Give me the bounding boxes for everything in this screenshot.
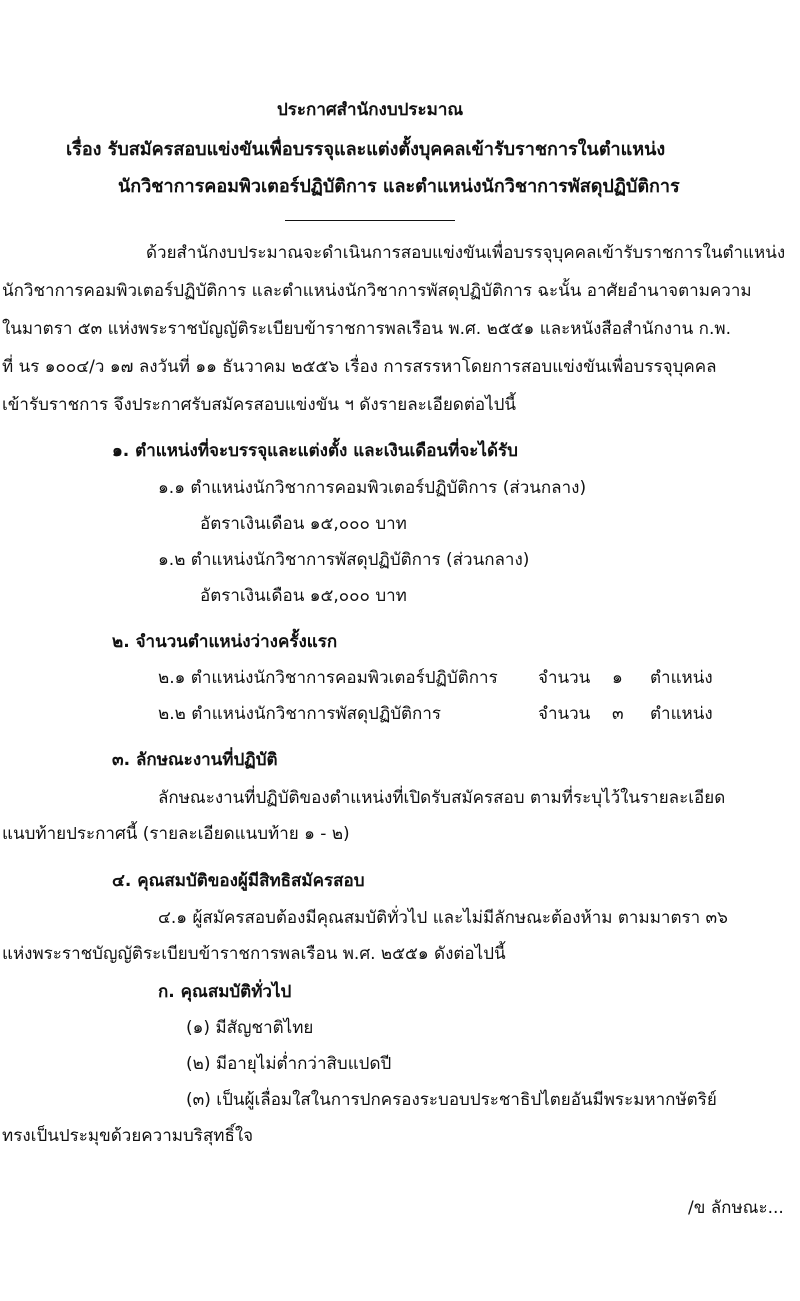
vacancy-row-position: ๒.๒ ตำแหน่งนักวิชาการพัสดุปฏิบัติการ — [158, 704, 442, 724]
vacancy-row-label: จำนวน — [538, 668, 591, 688]
section4-para-line2: แห่งพระราชบัญญัติระเบียบข้าราชการพลเรือน พ.ศ. ๒๕๕๑ ดังต่อไปนี้ — [2, 944, 506, 964]
announcement-subject-line1: เรื่อง รับสมัครสอบแข่งขันเพื่อบรรจุและแต่งตั้งบุคคลเข้ารับราชการในตำแหน่ง — [66, 139, 666, 160]
vacancy-row-unit: ตำแหน่ง — [650, 704, 713, 724]
title-divider — [285, 220, 455, 221]
vacancy-row-count: ๑ — [612, 668, 623, 688]
vacancy-row-label: จำนวน — [538, 704, 591, 724]
section3-text-line1: ลักษณะงานที่ปฏิบัติของตำแหน่งที่เปิดรับสมัครสอบ ตามที่ระบุไว้ในรายละเอียด — [158, 788, 726, 808]
announcement-title: ประกาศสำนักงบประมาณ — [277, 100, 464, 120]
section1-item2-title: ๑.๒ ตำแหน่งนักวิชาการพัสดุปฏิบัติการ (ส่วนกลาง) — [158, 550, 530, 570]
qualification-item: (๑) มีสัญชาติไทย — [186, 1018, 314, 1038]
intro-line: ด้วยสำนักงบประมาณจะดำเนินการสอบแข่งขันเพื่อบรรจุบุคคลเข้ารับราชการในตำแหน่ง — [146, 243, 786, 263]
section4-heading: ๔. คุณสมบัติของผู้มีสิทธิสมัครสอบ — [112, 871, 365, 891]
intro-line: นักวิชาการคอมพิวเตอร์ปฏิบัติการ และตำแหน่งนักวิชาการพัสดุปฏิบัติการ ฉะนั้น อาศัยอำนาจตามความ — [2, 281, 752, 301]
intro-line: ที่ นร ๑๐๐๔/ว ๑๗ ลงวันที่ ๑๑ ธันวาคม ๒๕๕๖ เรื่อง การสรรหาโดยการสอบแข่งขันเพื่อบรรจุบุคคล — [2, 357, 717, 377]
section1-item1-salary: อัตราเงินเดือน ๑๕,๐๐๐ บาท — [200, 514, 407, 534]
intro-line: เข้ารับราชการ จึงประกาศรับสมัครสอบแข่งขัน ฯ ดังรายละเอียดต่อไปนี้ — [2, 395, 517, 415]
section4-para-line1: ๔.๑ ผู้สมัครสอบต้องมีคุณสมบัติทั่วไป และไม่มีลักษณะต้องห้าม ตามมาตรา ๓๖ — [158, 908, 728, 928]
qualification-item: (๓) เป็นผู้เลื่อมใสในการปกครองระบอบประชาธิปไตยอันมีพระมหากษัตริย์ — [186, 1090, 717, 1110]
vacancy-row-unit: ตำแหน่ง — [650, 668, 713, 688]
announcement-subject-line2: นักวิชาการคอมพิวเตอร์ปฏิบัติการ และตำแหน่งนักวิชาการพัสดุปฏิบัติการ — [118, 176, 680, 197]
section2-heading: ๒. จำนวนตำแหน่งว่างครั้งแรก — [112, 632, 338, 652]
section4-subheading: ก. คุณสมบัติทั่วไป — [158, 982, 292, 1002]
section1-item2-salary: อัตราเงินเดือน ๑๕,๐๐๐ บาท — [200, 586, 407, 606]
vacancy-row-count: ๓ — [612, 704, 624, 724]
section3-heading: ๓. ลักษณะงานที่ปฏิบัติ — [112, 750, 278, 770]
section1-heading: ๑. ตำแหน่งที่จะบรรจุและแต่งตั้ง และเงินเดือนที่จะได้รับ — [112, 441, 518, 461]
section3-text-line2: แนบท้ายประกาศนี้ (รายละเอียดแนบท้าย ๑ - ๒) — [2, 824, 350, 844]
qualification-item: (๒) มีอายุไม่ต่ำกว่าสิบแปดปี — [186, 1054, 392, 1074]
qualification-item-continued: ทรงเป็นประมุขด้วยความบริสุทธิ์ใจ — [2, 1126, 254, 1146]
section1-item1-title: ๑.๑ ตำแหน่งนักวิชาการคอมพิวเตอร์ปฏิบัติการ (ส่วนกลาง) — [158, 478, 587, 498]
intro-line: ในมาตรา ๕๓ แห่งพระราชบัญญัติระเบียบข้าราชการพลเรือน พ.ศ. ๒๕๕๑ และหนังสือสำนักงาน ก.พ. — [2, 319, 731, 339]
page-continuation: /ข ลักษณะ... — [688, 1198, 784, 1218]
vacancy-row-position: ๒.๑ ตำแหน่งนักวิชาการคอมพิวเตอร์ปฏิบัติการ — [158, 668, 498, 688]
